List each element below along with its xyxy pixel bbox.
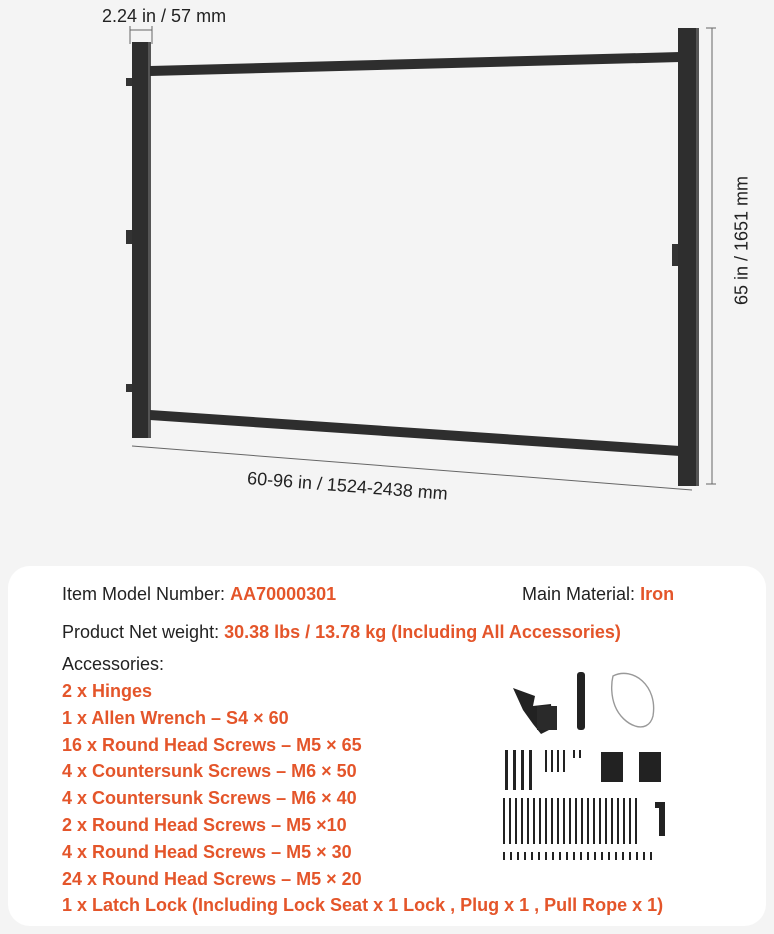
hinge-icon: [639, 752, 661, 782]
top-rail: [150, 52, 680, 76]
accessories-image: [493, 666, 693, 871]
list-item: 1 x Allen Wrench – S4 × 60: [62, 707, 289, 728]
model-row: [62, 584, 336, 605]
list-item: 2 x Hinges: [62, 681, 153, 701]
accessories-label: Accessories:: [62, 654, 165, 674]
plug-icon: [577, 672, 585, 730]
allen-wrench-icon: [655, 802, 665, 836]
list-item: 4 x Round Head Screws – M5 × 30: [62, 841, 352, 862]
right-post: [678, 28, 698, 486]
pull-rope-icon: [612, 673, 654, 727]
material-label: Main Material:: [522, 584, 636, 604]
list-item: 4 x Countersunk Screws – M6 × 50: [62, 761, 357, 782]
material-value: Iron: [640, 584, 675, 604]
list-item: 2 x Round Head Screws – M5 ×10: [62, 814, 347, 835]
hinge-icon: [601, 752, 623, 782]
model-label: Item Model Number:: [62, 584, 226, 604]
weight-row: [62, 622, 621, 643]
bottom-rail: [150, 410, 680, 456]
material-row: [522, 584, 674, 605]
left-post: [132, 42, 150, 438]
list-item: 24 x Round Head Screws – M5 × 20: [62, 868, 362, 889]
width-range-label: 60-96 in / 1524-2438 mm: [246, 468, 449, 504]
spec-card: [8, 566, 766, 926]
model-value: AA70000301: [230, 584, 337, 604]
height-label-text: 65 in / 1651 mm: [731, 175, 752, 306]
screws-icon: [503, 750, 652, 860]
weight-value: 30.38 lbs / 13.78 kg (Including All Accessories): [224, 622, 621, 642]
list-item: 16 x Round Head Screws – M5 × 65: [62, 734, 362, 755]
post-width-label: 2.24 in / 57 mm: [102, 6, 227, 26]
weight-label: Product Net weight:: [62, 622, 220, 642]
list-item: 1 x Latch Lock (Including Lock Seat x 1 Lock , Plug x 1 , Pull Rope x 1): [62, 895, 664, 916]
list-item: 4 x Countersunk Screws – M6 × 40: [62, 788, 357, 809]
